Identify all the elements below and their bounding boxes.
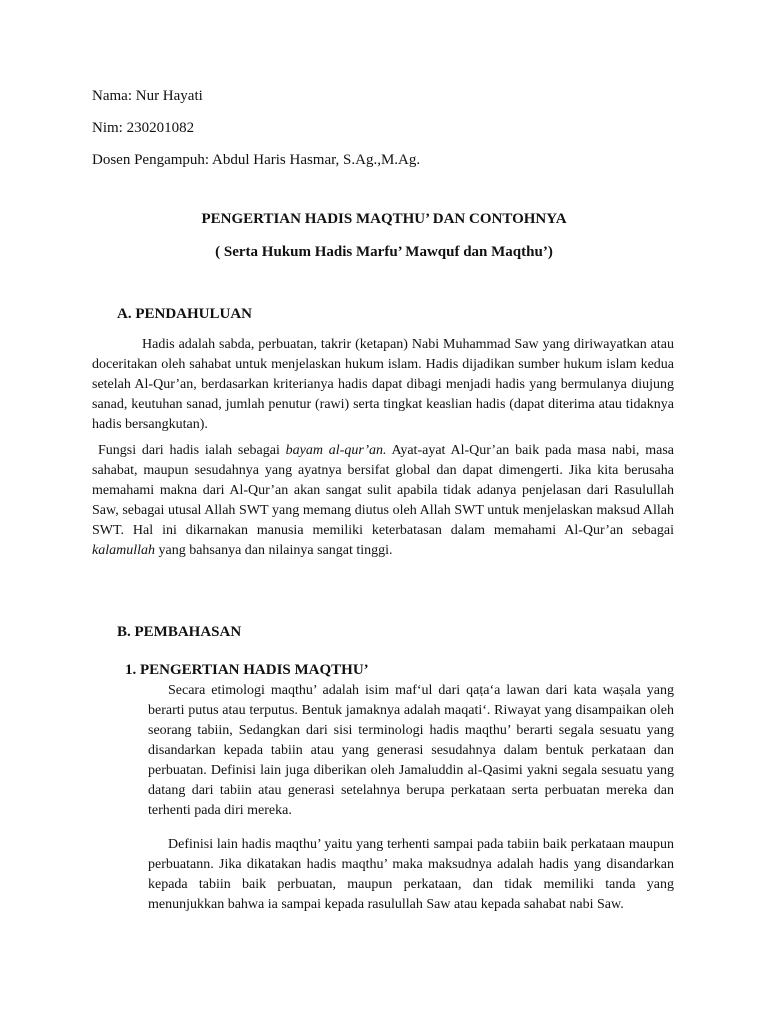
document-subtitle: ( Serta Hukum Hadis Marfu’ Mawquf dan Maqthu’) (215, 244, 553, 260)
definition-paragraph-1: Secara etimologi maqthu’ adalah isim maf‘ul dari qaṭa‘a lawan dari kata waṣala yang berarti putus atau terputus. Bentuk jamaknya adalah maqati‘. Riwayat yang disampaikan oleh seorang tabiin, Sedangkan dari sisi terminologi hadis maqthu’ berarti segala sesuatu yang disandarkan kepada tabiin atau yang generasi sesudahnya dalam bentuk perkataan dan perbuatan. Definisi lain juga diberikan oleh Jamaluddin al-Qasimi yakni segala sesuatu yang datang dari tabiin atau generasi setelahnya berupa perkataan serta perbuatan mereka dan terhenti pada diri mereka. (148, 683, 674, 818)
lecturer-name: Dosen Pengampuh: Abdul Haris Hasmar, S.Ag.,M.Ag. (92, 152, 421, 168)
term-kalamullah: kalamullah (92, 543, 155, 558)
intro-paragraph-1: Hadis adalah sabda, perbuatan, takrir (ketapan) Nabi Muhammad Saw yang diriwayatkan atau doceritakan oleh sahabat untuk menjelaskan hukum islam. Hadis dijadikan sumber hukum islam kedua setelah Al-Qur’an, berdasarkan kriterianya hadis dapat dibagi menjadi hadis yang bermulanya diujung sanad, keutuhan sanad, jumlah penutur (rawi) serta tingkat keaslian hadis (dapat diterima atau tidaknya hadis bersangkutan). (92, 337, 674, 432)
subsection-1-heading: 1. PENGERTIAN HADIS MAQTHU’ (125, 662, 369, 678)
definition-paragraph-2: Definisi lain hadis maqthu’ yaitu yang terhenti sampai pada tabiin baik perkataan maupun perbuatann. Jika dikatakan hadis maqthu’ maka maksudnya adalah hadis yang disandarkan kepada tabiin baik perbuatan, maupun perkataan, dan tidak memiliki tanda yang menunjukkan bahwa ia sampai kepada rasulullah Saw atau kepada sahabat nabi Saw. (148, 837, 674, 912)
intro-paragraph-2-part-3: yang bahsanya dan nilainya sangat tinggi. (155, 543, 393, 558)
section-b-heading: B. PEMBAHASAN (117, 624, 242, 640)
student-name: Nama: Nur Hayati (92, 88, 203, 104)
intro-paragraph-2 (92, 441, 674, 561)
student-nim: Nim: 230201082 (92, 120, 195, 136)
section-a-heading: A. PENDAHULUAN (117, 306, 252, 322)
intro-paragraph-2-part-2: Ayat-ayat Al-Qur’an baik pada masa nabi, masa sahabat, maupun sesudahnya yang ayatnya bersifat global dan dapat dimengerti. Jika kita berusaha memahami makna dari Al-Qur’an akan sangat sulit apabila tidak adanya penjelasan dari Rasulullah Saw, sebagai utusal Allah SWT yang memang diutus oleh Allah SWT untuk menjelaskan maksud Allah SWT. Hal ini dikarnakan manusia memiliki keterbatasan dalam memahami Al-Qur’an sebagai (92, 443, 674, 538)
term-bayam-al-quran: bayam al-qur’an. (285, 443, 387, 458)
intro-paragraph-2-part-1: Fungsi dari hadis ialah sebagai (98, 443, 286, 458)
document-title: PENGERTIAN HADIS MAQTHU’ DAN CONTOHNYA (201, 211, 567, 227)
